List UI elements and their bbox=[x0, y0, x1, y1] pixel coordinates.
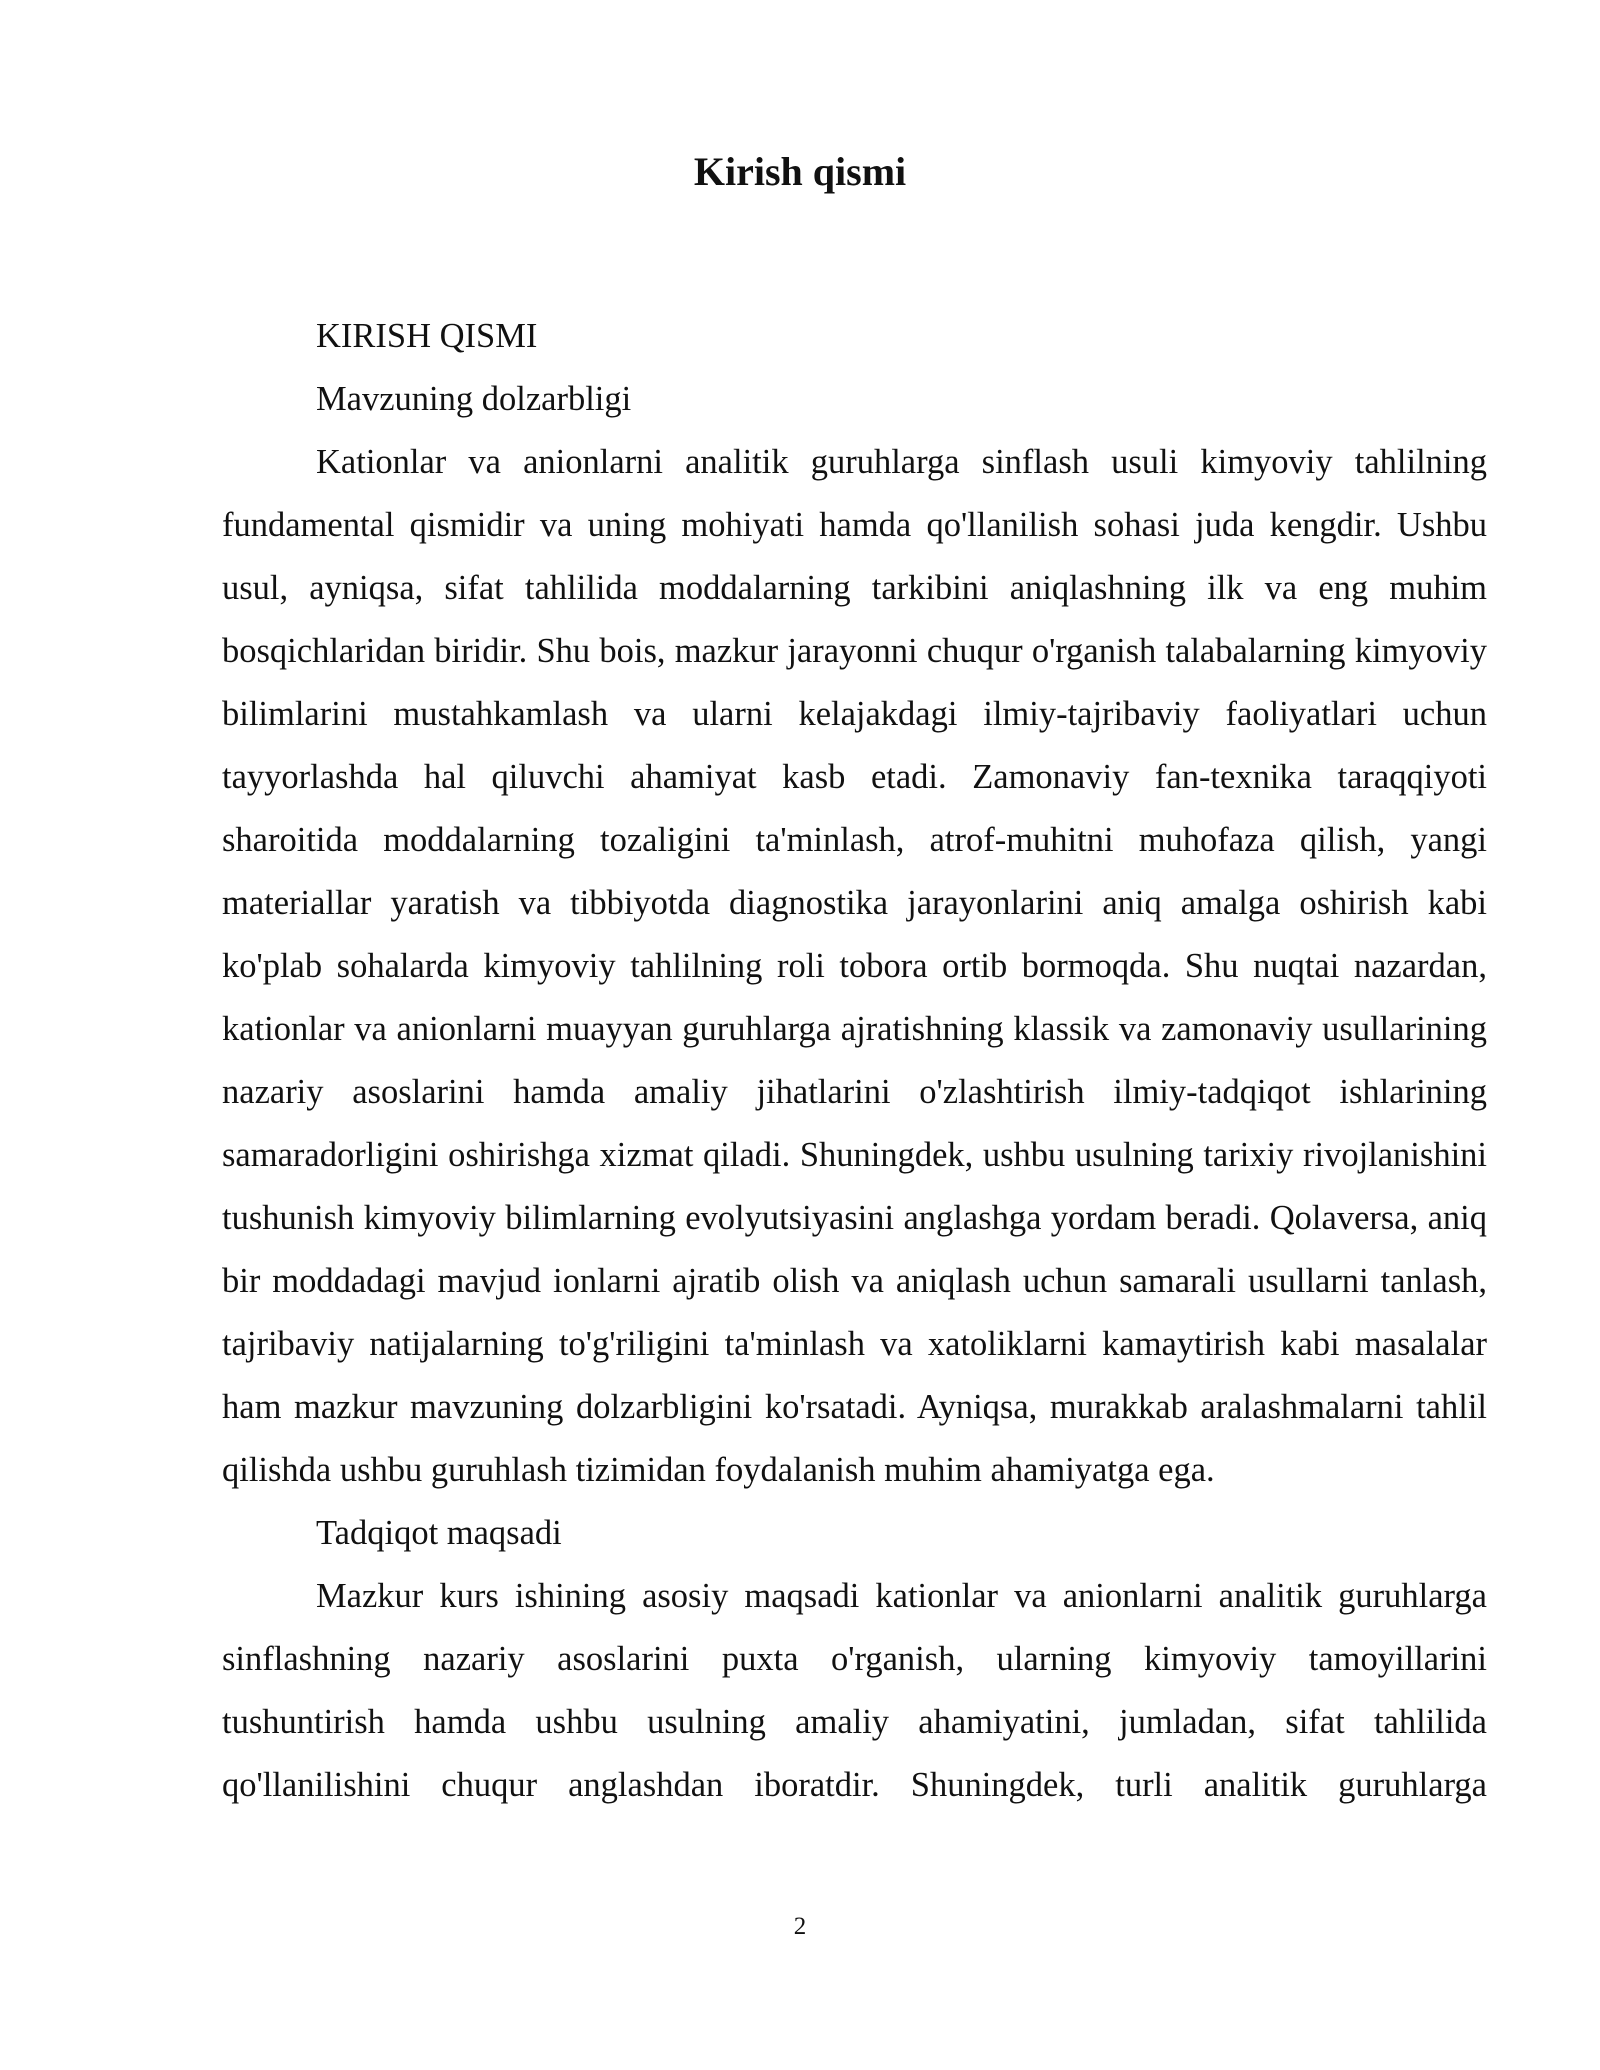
subheading-goal: Tadqiqot maqsadi bbox=[316, 1514, 562, 1552]
document-body bbox=[222, 305, 1487, 1817]
subheading-relevance: Mavzuning dolzarbligi bbox=[316, 380, 632, 418]
paragraph-relevance: Kationlar va anionlarni analitik guruhlarga sinflash usuli kimyoviy tahlilning fundamental qismidir va uning mohiyati hamda qo'llanilish sohasi juda kengdir. Ushbu usul, ayniqsa, sifat tahlilida moddalarning tarkibini aniqlashning ilk va eng muhim bosqichlaridan biridir. Shu bois, mazkur jarayonni chuqur o'rganish talabalarning kimyoviy bilimlarini mustahkamlash va ularni kelajakdagi ilmiy-tajribaviy faoliyatlari uchun tayyorlashda hal qiluvchi ahamiyat kasb etadi. Zamonaviy fan-texnika taraqqiyoti sharoitida moddalarning tozaligini ta'minlash, atrof-muhitni muhofaza qilish, yangi materiallar yaratish va tibbiyotda diagnostika jarayonlarini aniq amalga oshirish kabi ko'plab sohalarda kimyoviy tahlilning roli tobora ortib bormoqda. Shu nuqtai nazardan, kationlar va anionlarni muayyan guruhlarga ajratishning klassik va zamonaviy usullarining nazariy asoslarini hamda amaliy jihatlarini o'zlashtirish ilmiy-tadqiqot ishlarining samaradorligini oshirishga xizmat qiladi. Shuningdek, ushbu usulning tarixiy rivojlanishini tushunish kimyoviy bilimlarning evolyutsiyasini anglashga yordam beradi. Qolaversa, aniq bir moddadagi mavjud ionlarni ajratib olish va aniqlash uchun samarali usullarni tanlash, tajribaviy natijalarning to'g'riligini ta'minlash va xatoliklarni kamaytirish kabi masalalar ham mazkur mavzuning dolzarbligini ko'rsatadi. Ayniqsa, murakkab aralashmalarni tahlil qilishda ushbu guruhlash tizimidan foydalanish muhim ahamiyatga ega. bbox=[222, 443, 1487, 1489]
section-heading: KIRISH QISMI bbox=[316, 317, 538, 355]
paragraph-goal: Mazkur kurs ishining asosiy maqsadi kationlar va anionlarni analitik guruhlarga sinflashning nazariy asoslarini puxta o'rganish, ularning kimyoviy tamoyillarini tushuntirish hamda ushbu usulning amaliy ahamiyatini, jumladan, sifat tahlilida qo'llanilishini chuqur anglashdan iboratdir. Shuningdek, turli analitik guruhlarga bbox=[222, 1577, 1487, 1804]
page-number: 2 bbox=[793, 1913, 807, 1940]
page-title: Kirish qismi bbox=[693, 149, 907, 194]
